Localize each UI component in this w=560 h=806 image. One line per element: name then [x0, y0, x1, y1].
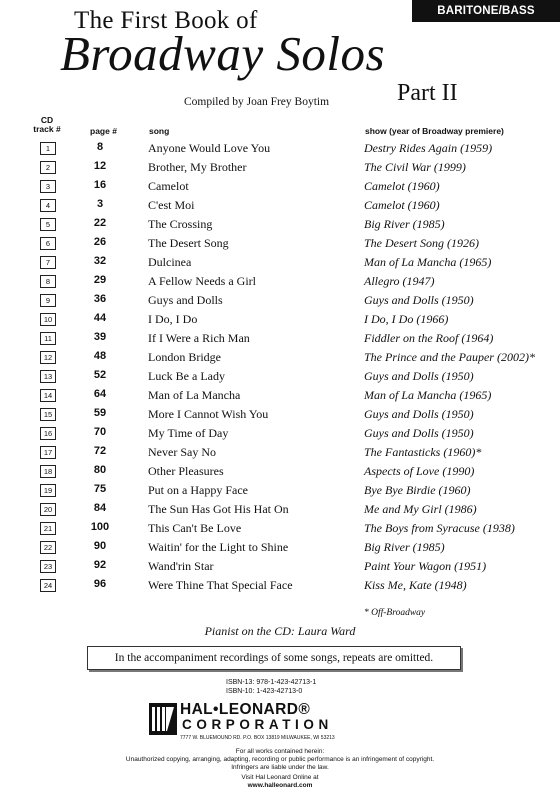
page-number: 84: [93, 502, 107, 514]
hal-leonard-logo-icon: [149, 703, 177, 735]
isbn-13: ISBN-13: 978-1-423-42713-1: [226, 679, 317, 686]
page-number: 72: [93, 445, 107, 457]
page-number: 48: [93, 350, 107, 362]
page-number: 44: [93, 312, 107, 324]
show-title: Man of La Mancha (1965): [364, 255, 492, 269]
page-number: 100: [90, 521, 110, 533]
song-row: [0, 462, 560, 481]
track-number: 1: [40, 142, 56, 155]
song-title: Put on a Happy Face: [148, 483, 248, 497]
song-title: Brother, My Brother: [148, 160, 247, 174]
song-row: [0, 405, 560, 424]
track-number: 6: [40, 237, 56, 250]
track-number: 21: [40, 522, 56, 535]
legal-line-1: For all works contained herein:: [235, 748, 325, 755]
song-title: C'est Moi: [148, 198, 195, 212]
song-title: Were Thine That Special Face: [148, 578, 293, 592]
show-title: Guys and Dolls (1950): [364, 293, 474, 307]
track-number: 20: [40, 503, 56, 516]
song-row: [0, 367, 560, 386]
page-number: 90: [93, 540, 107, 552]
page-number: 96: [93, 578, 107, 590]
show-title: Paint Your Wagon (1951): [364, 559, 487, 573]
song-title: London Bridge: [148, 350, 221, 364]
page-number: 3: [96, 198, 104, 210]
website-intro: Visit Hal Leonard Online at: [241, 774, 319, 781]
title-part: Part II: [397, 80, 458, 106]
track-number: 9: [40, 294, 56, 307]
track-number: 11: [40, 332, 56, 345]
track-number: 4: [40, 199, 56, 212]
page-number: 70: [93, 426, 107, 438]
show-title: Bye Bye Birdie (1960): [364, 483, 471, 497]
track-number: 10: [40, 313, 56, 326]
show-title: Big River (1985): [364, 217, 445, 231]
footnote: * Off-Broadway: [364, 608, 426, 618]
song-title: Waitin' for the Light to Shine: [148, 540, 289, 554]
song-row: [0, 291, 560, 310]
song-row: [0, 424, 560, 443]
song-title: I Do, I Do: [148, 312, 198, 326]
show-title: The Boys from Syracuse (1938): [364, 521, 515, 535]
show-title: Aspects of Love (1990): [364, 464, 475, 478]
song-title: Camelot: [148, 179, 189, 193]
page-number: 39: [93, 331, 107, 343]
song-title: Wand'rin Star: [148, 559, 214, 573]
song-row: [0, 481, 560, 500]
show-title: The Desert Song (1926): [364, 236, 479, 250]
page-number: 16: [93, 179, 107, 191]
title-line-1: The First Book of: [74, 7, 258, 34]
song-row: [0, 158, 560, 177]
song-title: The Desert Song: [148, 236, 229, 250]
song-row: [0, 272, 560, 291]
track-number: 23: [40, 560, 56, 573]
song-title: Other Pleasures: [148, 464, 224, 478]
show-title: Me and My Girl (1986): [364, 502, 477, 516]
page-number: 32: [93, 255, 107, 267]
song-row: [0, 329, 560, 348]
song-row: [0, 177, 560, 196]
song-row: [0, 576, 560, 595]
page-number: 12: [93, 160, 107, 172]
page-number: 22: [93, 217, 107, 229]
track-number: 8: [40, 275, 56, 288]
page-number: 36: [93, 293, 107, 305]
show-title: Guys and Dolls (1950): [364, 407, 474, 421]
track-number: 14: [40, 389, 56, 402]
show-title: Kiss Me, Kate (1948): [364, 578, 467, 592]
song-row: [0, 519, 560, 538]
show-title: Fiddler on the Roof (1964): [364, 331, 494, 345]
header-cd-track: [30, 116, 64, 134]
song-title: My Time of Day: [148, 426, 229, 440]
page-number: 52: [93, 369, 107, 381]
song-title: Never Say No: [148, 445, 216, 459]
song-title: Dulcinea: [148, 255, 192, 269]
legal-line-3: Infringers are liable under the law.: [231, 764, 329, 771]
song-row: [0, 234, 560, 253]
page-number: 64: [93, 388, 107, 400]
song-title: Guys and Dolls: [148, 293, 223, 307]
song-row: [0, 139, 560, 158]
song-row: [0, 196, 560, 215]
song-title: Man of La Mancha: [148, 388, 241, 402]
track-number: 13: [40, 370, 56, 383]
show-title: Camelot (1960): [364, 179, 440, 193]
track-number: 3: [40, 180, 56, 193]
legal-line-2: Unauthorized copying, arranging, adapting, recording or public performance is an infringement of copyright.: [125, 756, 435, 763]
song-row: [0, 348, 560, 367]
show-title: The Civil War (1999): [364, 160, 466, 174]
compiled-by: Compiled by Joan Frey Boytim: [184, 96, 330, 108]
track-number: 22: [40, 541, 56, 554]
voice-type-label: BARITONE/BASS: [412, 0, 560, 22]
show-title: Big River (1985): [364, 540, 445, 554]
isbn-10: ISBN-10: 1-423-42713-0: [226, 688, 303, 695]
song-row: [0, 557, 560, 576]
song-title: Anyone Would Love You: [148, 141, 271, 155]
show-title: Destry Rides Again (1959): [364, 141, 493, 155]
track-number: 2: [40, 161, 56, 174]
song-row: [0, 386, 560, 405]
page-number: 80: [93, 464, 107, 476]
song-title: A Fellow Needs a Girl: [148, 274, 256, 288]
song-title: More I Cannot Wish You: [148, 407, 269, 421]
show-title: Guys and Dolls (1950): [364, 426, 474, 440]
song-row: [0, 538, 560, 557]
track-number: 12: [40, 351, 56, 364]
song-row: [0, 443, 560, 462]
header-page: page #: [90, 126, 117, 136]
header-track: track #: [33, 124, 61, 134]
title-main: Broadway Solos: [60, 26, 386, 81]
publisher-address: 7777 W. BLUEMOUND RD. P.O. BOX 13819 MILWAUKEE, WI 53213: [180, 735, 335, 741]
page-number: 75: [93, 483, 107, 495]
repeats-notice: In the accompaniment recordings of some songs, repeats are omitted.: [87, 646, 461, 670]
page-number: 59: [93, 407, 107, 419]
page-number: 26: [93, 236, 107, 248]
song-title: This Can't Be Love: [148, 521, 242, 535]
header-show: show (year of Broadway premiere): [365, 126, 504, 136]
track-number: 19: [40, 484, 56, 497]
song-row: [0, 500, 560, 519]
song-row: [0, 310, 560, 329]
track-number: 15: [40, 408, 56, 421]
show-title: The Prince and the Pauper (2002)*: [364, 350, 535, 364]
show-title: The Fantasticks (1960)*: [364, 445, 482, 459]
song-row: [0, 253, 560, 272]
header-song: song: [149, 126, 170, 136]
song-title: The Sun Has Got His Hat On: [148, 502, 289, 516]
page-number: 8: [96, 141, 104, 153]
show-title: Man of La Mancha (1965): [364, 388, 492, 402]
track-number: 18: [40, 465, 56, 478]
pianist-credit: Pianist on the CD: Laura Ward: [204, 624, 356, 638]
show-title: Guys and Dolls (1950): [364, 369, 474, 383]
track-number: 17: [40, 446, 56, 459]
header-cd: CD: [40, 115, 54, 125]
track-number: 24: [40, 579, 56, 592]
publisher-name: HAL•LEONARD®: [180, 701, 311, 718]
song-title: The Crossing: [148, 217, 213, 231]
track-number: 5: [40, 218, 56, 231]
publisher-logo: [149, 703, 411, 745]
show-title: Camelot (1960): [364, 198, 440, 212]
song-row: [0, 215, 560, 234]
publisher-corp: CORPORATION: [182, 717, 333, 732]
page-number: 92: [93, 559, 107, 571]
song-title: Luck Be a Lady: [148, 369, 225, 383]
track-number: 16: [40, 427, 56, 440]
track-number: 7: [40, 256, 56, 269]
song-list: [0, 139, 560, 595]
show-title: Allegro (1947): [364, 274, 435, 288]
page-number: 29: [93, 274, 107, 286]
show-title: I Do, I Do (1966): [364, 312, 449, 326]
website-url[interactable]: www.halleonard.com: [247, 782, 313, 789]
song-title: If I Were a Rich Man: [148, 331, 250, 345]
